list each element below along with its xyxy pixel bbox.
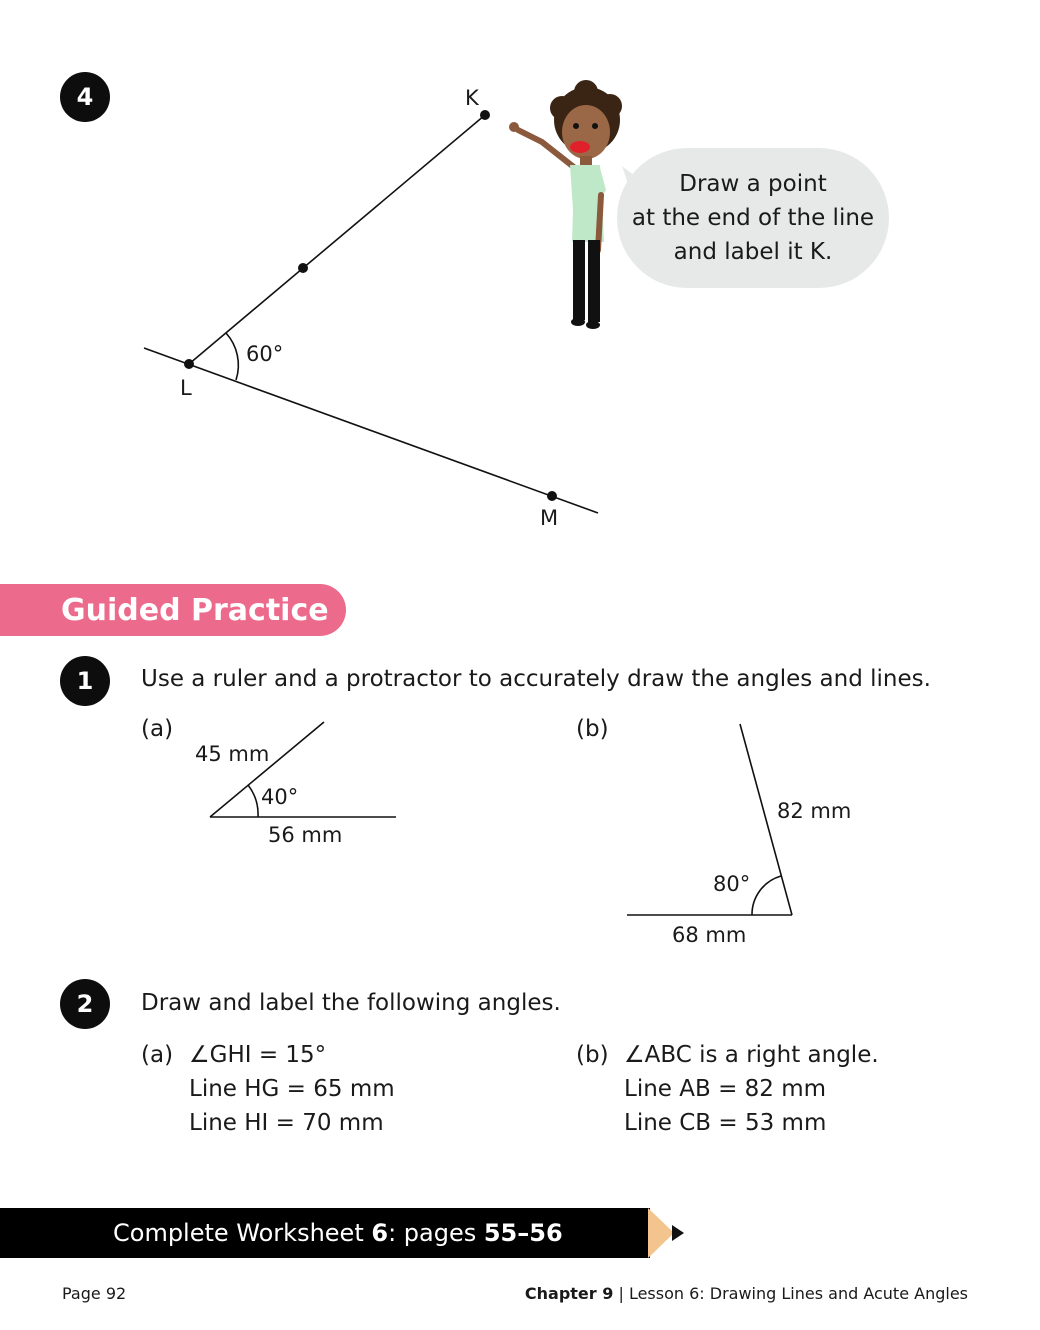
guided-practice-banner [0, 584, 346, 636]
side-label-68: 68 mm [672, 923, 747, 947]
part-b-line-3: Line CB = 53 mm [624, 1110, 827, 1136]
question-1-instruction: Use a ruler and a protractor to accurately draw the angles and lines. [141, 666, 931, 692]
badge-label: 4 [76, 83, 94, 111]
part-a-tag: (a) [141, 716, 174, 742]
speech-line-2: at the end of the line [631, 205, 875, 231]
lesson-label: Lesson 6: Drawing Lines and Acute Angles [628, 1284, 968, 1303]
side-label-45: 45 mm [195, 742, 270, 766]
label-m: M [540, 506, 559, 530]
banner-title: Guided Practice [61, 592, 329, 628]
point-k [480, 110, 490, 120]
worksheet-middle: : pages [388, 1219, 484, 1247]
speech-line-3: and label it K. [673, 239, 833, 265]
chapter-label: Chapter 9 [524, 1284, 614, 1303]
question-number-badge [60, 656, 110, 706]
child-character-illustration [500, 80, 630, 335]
question-number-badge [60, 979, 110, 1029]
worksheet-prefix: Complete Worksheet [113, 1219, 372, 1247]
pencil-tip-icon [648, 1208, 688, 1258]
point-mid [298, 263, 308, 273]
label-k: K [465, 86, 479, 110]
badge-label: 1 [76, 667, 94, 695]
angle-arc-40 [248, 785, 258, 817]
worksheet-number: 6 [371, 1219, 389, 1247]
angle-label-40: 40° [261, 785, 299, 809]
part-a-tag: (a) [141, 1042, 174, 1068]
angle-label: 60° [246, 342, 284, 366]
question-2-instruction: Draw and label the following angles. [141, 990, 561, 1016]
side-label-56: 56 mm [268, 823, 343, 847]
part-a-line-1: ∠GHI = 15° [189, 1042, 327, 1068]
label-l: L [180, 376, 192, 400]
angle-arc-80 [752, 876, 781, 915]
part-a-line-3: Line HI = 70 mm [189, 1110, 384, 1136]
point-l [184, 359, 194, 369]
angle-arc-60 [226, 333, 238, 380]
angle-40-diagram [200, 715, 410, 825]
angle-label-80: 80° [713, 872, 751, 896]
part-b-line-2: Line AB = 82 mm [624, 1076, 827, 1102]
page-number: Page 92 [62, 1284, 127, 1303]
separator: | [613, 1284, 629, 1303]
side-label-82: 82 mm [777, 799, 852, 823]
worksheet-banner [0, 1208, 650, 1258]
point-m [547, 491, 557, 501]
part-a-line-2: Line HG = 65 mm [189, 1076, 395, 1102]
part-b-tag: (b) [576, 1042, 609, 1068]
speech-bubble-tail [600, 160, 640, 200]
part-b-line-1: ∠ABC is a right angle. [624, 1042, 879, 1068]
badge-label: 2 [76, 990, 94, 1018]
chapter-lesson-footer [525, 1284, 968, 1303]
ray-lm [144, 348, 598, 513]
speech-bubble [617, 148, 889, 288]
worksheet-pages: 55–56 [483, 1219, 563, 1247]
part-b-tag: (b) [576, 716, 609, 742]
speech-line-1: Draw a point [679, 171, 827, 197]
ray-lk [189, 115, 485, 364]
